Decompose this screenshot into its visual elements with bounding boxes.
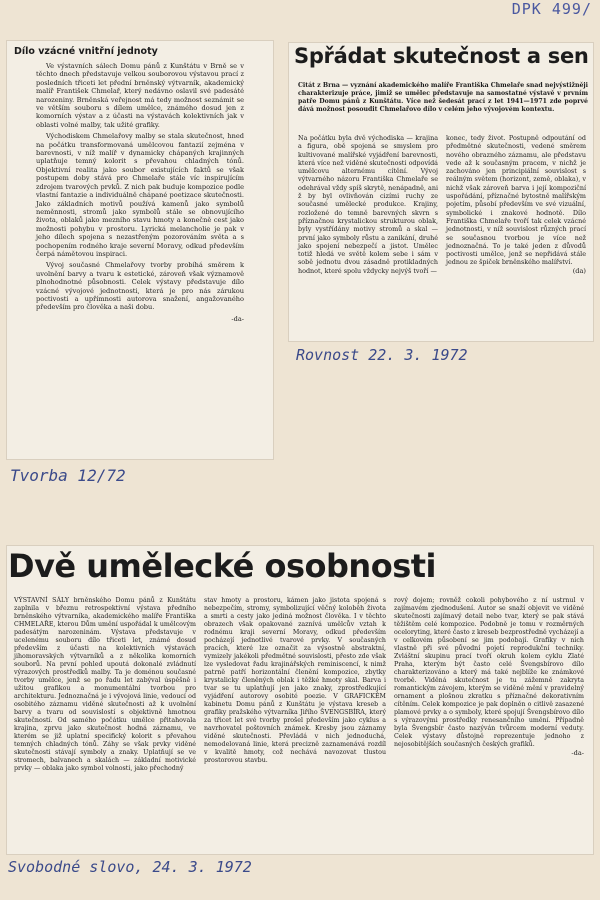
clipping-tvorba	[6, 40, 274, 460]
clipping-2-column-1: Na počátku byla dvě východiska — krajina a figura, obě spojená se smyslem pro kultivované malířské vyjádření barevnosti, která více než viděné skutečnosti odpovídá umělcovu alternému cítění. Vývoj výtvarného názoru Františka Chmelaře se odehrával vždy spíš skrytě, nenápadně, ani ž by byl ovlivňován cizími ruchy ze současné umělecké produkce. Krajiny, rozložené do temně barevných skvrn s příznačnou krystalickou strukturou oblak, byly vystřídány motivy stromů a skal — první jako symboly růstu a zanikání, druhé jako spojení nebezpečí a jistot. Umělec totiž hledá ve světě kolem sebe i sám v sobě jednotu dvou zásadně protikladných hodnot, které spolu vždycky nejvýš tvoří —	[298, 134, 438, 275]
clipping-1-title: Dílo vzácné vnitřní jednoty	[14, 46, 158, 57]
clipping-3-column-1: VÝSTAVNÍ SÁLY brněnského Domu pánů z Kunštátu zaplnila v březnu retrospektivní výstava předního brněnského výtvarníka, akademického malíře Františka CHMELAŘE, kterou Dům umění uspořádal k umělcovým padesátým narozeninám. Výstava představuje v ucelenému souboru dílo třiceti let, známé dosud především z účasti na kolektivních výstavách jihomoravských výtvarníků a z několika komorních souborů. Na první pohled upoutá dokonalé zvládnutí výrazových prostředků malby. Ta je doménou současné tvorby umělce, jenž se po řadu let zabýval úspěšně i užitou grafikou a monumentální tvorbou pro architekturu. Jednoznačná je i vývojová linie, vedoucí od osobitého záznamu viděné skutečnosti až k uvolnění barvy a tvaru od souvislostí s objektivně hmotnou skutečností. Od samého počátku umělce přitahovala krajina, zprvu jako skutečnost hodná záznamu, ve kterém se již uplatní specifický kolorit s převahou temných chladných tónů. Záhy se však prvky viděné skutečnosti stávají symboly a znaky. Uplatňují se ve stromech, balvanech a skalách — základní motivické prvky — oblaka jako symbol volnosti, jako přechodný	[14, 597, 196, 772]
clipping-1-signature: -da-	[231, 314, 244, 323]
clipping-2-title: Spřádat skutečnost a sen	[294, 44, 589, 68]
clipping-2-column-2-wrap	[446, 134, 586, 275]
clipping-2-column-2: konec, tedy život. Postupně odpoutání od předmětné skutečnosti, vedené směrem nového obrazného záznamu, ale představu vede až k současným pracem, v nichž je zachováno jen principiální souvislost s reálným světem (horizont, země, oblaka), v nichž však zároveň barva i její kompoziční uspořádání, příznačné bytostně malířským pojetím, působí především ve své vizuální, symbolické i znakové hodnotě. Dílo Františka Chmelaře tvoří tak celek vzácné jednotnosti, v níž souvislost různých prací se současnou tvorbou je více než jednoznačná. To je také jeden z důvodů poctivosti umělce, jenž se nepřidává stále jednou ze špiček brněnského malířství.	[446, 134, 586, 267]
clipping-3-column-3: rový dojem; rovněž cokoli pohybového z ní ustrnul v zajímavém zjednodušení. Autor se snaží objevit ve viděné skutečnosti zajímavý detail nebo tvar, který se pak stává těžištěm celé kompozice. Podobně je tomu v rozměrných oceloryting, které často z kreseb bezprostředně vycházejí a v celkovém působení se jim podobají. Grafiky v nich vlastně při své původní pojetí reprodukční techniky. Zvláštní skupinu prací tvoří okruh kolem cyklu Zlaté Praha, kterým být často celé Švengsbírovo dílo charakterizováno a který má také nejblíže ke známkové tvorbě. Viděná skutečnost je tu zážemně zakryta romantickým závojem, kterým se viděné mění v pravidelný ornament a plošnou zkratku s příznačné dekorativním cítěním. Celek kompozice je pak doplněn o citlivě zasazené plamové prvky a o symboly, které spojují Švengsbírovo dílo s výrazovými prostředky renesančního umění. Případně byla Švengsbír často nazýván tvůrcem moderní veduty. Celek výstavy důstojně reprezentuje jednoho z nejosobitějších současných českých grafiků.	[394, 597, 584, 748]
clipping-2-signature: (da)	[572, 266, 586, 275]
clipping-2-lead: Citát z Brna — vyznání akademického malíře Františka Chmelaře snad nejvýstižněji charakterizuje práce, jimiž se umělec představuje na samostatné výstavě v prvním patře Domu pánů z Kunštátu. Více než šedesát prací z let 1941—1971 zde poprvé dává možnost posoudit Chmelařovo dílo v celém jeho vývojovém kontextu.	[298, 82, 588, 113]
clipping-1-body	[36, 62, 244, 323]
clipping-1-paragraph: Východiskem Chmelařovy malby se stala skutečnost, hned na počátku transformovaná umělcovou fantazií zejména v barevnosti, v níž malíř v dynamicky chápaných krajinných uplatňuje temný kolorit s převahou chladných tónů. Objektivní realita jako soubor existujících faktů se však postupem doby stává pro Chmelaře stále víc inspirujícím zdrojem tvarových prvků. Z nich pak buduje kompozice podle vlastní fantazie a individuálně chápané poetizace skutečnosti. Jako základních motivů používá kamenů jako symbolů neměnnosti, stromů jako symbolů stále se obnovujícího života, oblaků jako mezního stavu hmoty a konečně cest jako možnosti pohybu v prostoru. Lyrická melancholie je pak v jeho dílech spojena s nezastřeným pozorováním světa a s pochopením rodného kraje severní Moravy, odkud především čerpá námětovou inspiraci.	[36, 132, 244, 258]
clipping-3-signature: -da-	[571, 749, 584, 757]
clipping-3-title: Dvě umělecké osobnosti	[8, 547, 436, 585]
clipping-rovnost	[288, 42, 594, 342]
source-note-rovnost: Rovnost 22. 3. 1972	[296, 346, 468, 364]
source-note-tvorba: Tvorba 12/72	[10, 466, 126, 485]
clipping-svobodne-slovo	[6, 545, 594, 855]
clipping-3-column-3-wrap	[394, 597, 584, 757]
clipping-3-column-2: stav hmoty a prostoru, kámen jako jistota spojená s nebezpečím, stromy, symbolizující věčný koloběh života a smrti a cesty jako jediná možnost člověka. I v těchto obrazech však opakované zaznívá umělcův vztah k rodnému kraji severní Moravy, odkud především pocházejí jednotlivé tvarové prvky. V současných pracích, které lze označit za výsostně abstraktní, vymizely jakékoli předmětné souvislosti, přesto zde však lze vysledovat řadu krajinářských reminiscencí, k nimž patrně patří horizontální členění kompozice, zbytky krystalicky členěných oblak i těžké hmoty skal. Barva i tvar se tu uplatňují jen jako znaky, zprostředkující vyjádření autorovy osobité poezie. V GRAFICKÉM kabinetu Domu pánů z Kunštátu je výstava kreseb a grafiky pražského výtvarníka Jiřího ŠVENGSBÍRA, který za třicet let své tvorby prošel především jako cyklus a navrhovatel poštovních známek. Kresby jsou záznamy viděné skutečnosti. Převládá v nich jednoduchá, nemodelovaná linie, která precizně zaznamenává rozdíl v kvalitě hmoty, což nechává navozovat tlustou prostorovou stavbu.	[204, 597, 386, 764]
source-note-svobodne-slovo: Svobodné slovo, 24. 3. 1972	[8, 858, 252, 876]
clipping-1-paragraph: Vývoj současné Chmelařovy tvorby probíhá směrem k uvolnění barvy a tvaru k estetické, zároveň však významově plnohodnotné působnosti. Celek výstavy představuje dílo vzácné vývojové jednotnosti, která je pro nás zárukou poctivosti a upřímnosti autorova snažení, angažovaného především pro člověka a naši dobu.	[36, 261, 244, 312]
clipping-1-paragraph: Ve výstavních sálech Domu pánů z Kunštátu v Brně se v těchto dnech představuje velkou souborovou výstavou prací z posledních třiceti let přední brněnský výtvarník, akademický malíř František Chmelař, který nedávno oslavil své padesáté narozeniny. Brněnská veřejnost má tedy možnost seznámit se ve větším souboru s dílem umělce, známého dosud jen z komorních výstav a z účasti na výstavách kolektivních jak v oblasti volné malby, tak užité grafiky.	[36, 62, 244, 129]
archive-stamp: DPK 499/	[511, 0, 592, 18]
